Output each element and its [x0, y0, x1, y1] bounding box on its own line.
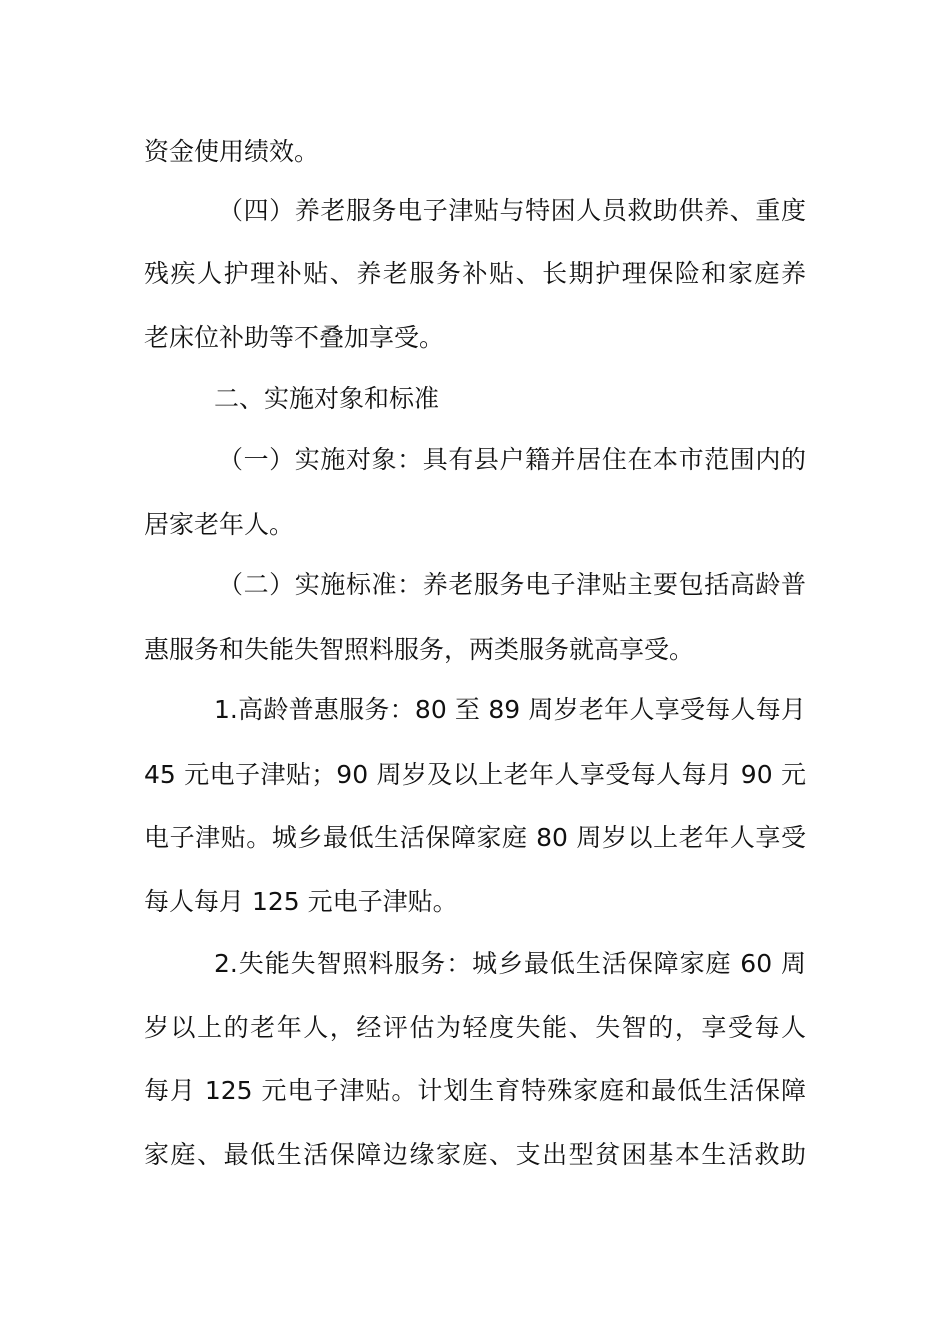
paragraph-line-14: 2.失能失智照料服务：城乡最低生活保障家庭 60 周 [214, 949, 806, 978]
paragraph-line-12: 电子津贴。城乡最低生活保障家庭 80 周岁以上老年人享受 [144, 823, 806, 852]
paragraph-line-2: （四）养老服务电子津贴与特困人员救助供养、重度 [218, 196, 806, 225]
paragraph-line-1: 资金使用绩效。 [144, 137, 320, 166]
paragraph-line-11: 45 元电子津贴；90 周岁及以上老年人享受每人每月 90 元 [144, 760, 806, 789]
paragraph-line-16: 每月 125 元电子津贴。计划生育特殊家庭和最低生活保障 [144, 1076, 806, 1105]
paragraph-line-9: 惠服务和失能失智照料服务，两类服务就高享受。 [144, 635, 695, 664]
paragraph-line-7: 居家老年人。 [144, 510, 295, 539]
paragraph-line-13: 每人每月 125 元电子津贴。 [144, 887, 458, 916]
paragraph-line-4: 老床位补助等不叠加享受。 [144, 323, 445, 352]
paragraph-line-8: （二）实施标准：养老服务电子津贴主要包括高龄普 [218, 570, 806, 599]
paragraph-line-10: 1.高龄普惠服务：80 至 89 周岁老年人享受每人每月 [214, 695, 806, 724]
paragraph-line-6: （一）实施对象：具有县户籍并居住在本市范围内的 [218, 445, 806, 474]
paragraph-line-3: 残疾人护理补贴、养老服务补贴、长期护理保险和家庭养 [144, 259, 806, 288]
section-heading: 二、实施对象和标准 [214, 384, 440, 413]
paragraph-line-15: 岁以上的老年人，经评估为轻度失能、失智的，享受每人 [144, 1013, 806, 1042]
paragraph-line-17: 家庭、最低生活保障边缘家庭、支出型贫困基本生活救助 [144, 1140, 806, 1169]
